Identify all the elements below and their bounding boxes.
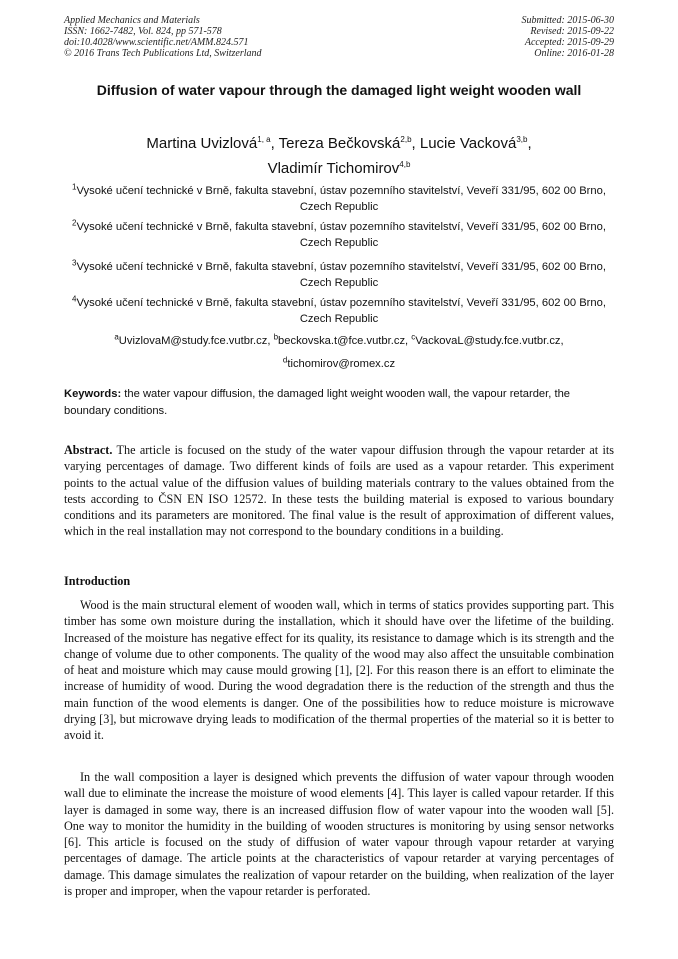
author-sup: 2,b bbox=[400, 135, 412, 144]
email-link[interactable]: beckovska.t@fce.vutbr.cz, bbox=[278, 335, 412, 347]
paper-title: Diffusion of water vapour through the damaged light weight wooden wall bbox=[96, 82, 582, 98]
email-list bbox=[64, 330, 614, 376]
author-name: Tereza Bečkovská bbox=[278, 135, 401, 152]
email-link[interactable]: tichomirov@romex.cz bbox=[287, 358, 396, 370]
email-sup: a bbox=[114, 332, 119, 342]
author-sup: 4,b bbox=[399, 160, 411, 169]
author-name: Vladimír Tichomirov bbox=[267, 160, 400, 177]
author-sep: , bbox=[527, 135, 532, 152]
affiliation bbox=[64, 259, 614, 291]
affiliation-sup: 1 bbox=[72, 182, 77, 192]
email-link[interactable]: VackovaL@study.fce.vutbr.cz, bbox=[415, 335, 564, 347]
author-sep: , bbox=[411, 135, 420, 152]
abstract bbox=[64, 442, 614, 540]
affiliation-sup: 3 bbox=[72, 258, 77, 268]
abstract-label: Abstract. bbox=[64, 443, 113, 457]
affiliation-text: Vysoké učení technické v Brně, fakulta stavební, ústav pozemního stavitelství, Veveří 331/95, 602 00 Brno, Czech Republic bbox=[76, 185, 606, 213]
revised-date: Revised: 2015-09-22 bbox=[530, 26, 614, 37]
author-sup: 1, a bbox=[257, 135, 271, 144]
body-paragraph: In the wall composition a layer is designed which prevents the diffusion of water vapour through wooden wall due to eliminate the increase the moisture of wood elements [4]. This layer is called vapour retarder. If this layer is damaged in some way, there is an increased diffusion flow of water vapour into the wooden wall [5]. One way to monitor the humidity in the building of wooden structures is monitoring by using sensor networks [6]. This article is focused on the study of diffusion of water vapour through vapour retarder at varying percentages of damage. The article points at the characteristics of vapour retarder at varying percentages of damage. This damage simulates the realization of vapour retarder on the building, when realization of the layer is proper and improper, when the vapour retarder is perforated. bbox=[64, 770, 614, 899]
affiliation bbox=[64, 295, 614, 327]
keywords-label: Keywords: bbox=[64, 388, 122, 400]
keywords bbox=[64, 386, 614, 420]
accepted-date: Accepted: 2015-09-29 bbox=[524, 37, 614, 48]
section-heading: Introduction bbox=[64, 574, 131, 588]
author-sep: , bbox=[270, 135, 279, 152]
email-sup: c bbox=[411, 332, 416, 342]
journal-info bbox=[64, 15, 262, 59]
journal-name: Applied Mechanics and Materials bbox=[64, 15, 200, 26]
doi-line: doi:10.4028/www.scientific.net/AMM.824.571 bbox=[64, 37, 249, 48]
affiliation-text: Vysoké učení technické v Brně, fakulta stavební, ústav pozemního stavitelství, Veveří 331/95, 602 00 Brno, Czech Republic bbox=[76, 221, 606, 249]
submitted-date: Submitted: 2015-06-30 bbox=[521, 15, 614, 26]
issn-line: ISSN: 1662-7482, Vol. 824, pp 571-578 bbox=[64, 26, 222, 37]
email-sup: b bbox=[273, 332, 279, 342]
affiliation bbox=[64, 183, 614, 215]
affiliation-sup: 2 bbox=[72, 218, 77, 228]
affiliation-text: Vysoké učení technické v Brně, fakulta stavební, ústav pozemního stavitelství, Veveří 331/95, 602 00 Brno, Czech Republic bbox=[76, 261, 606, 289]
online-date: Online: 2016-01-28 bbox=[534, 48, 614, 59]
author-name: Lucie Vacková bbox=[419, 135, 517, 152]
email-sup: d bbox=[282, 355, 288, 365]
author-sup: 3,b bbox=[516, 135, 528, 144]
abstract-text: The article is focused on the study of the water vapour diffusion through the vapour retarder at its varying percentages of damage. Two different kinds of foils are used as a vapour retarder. This experiment points to the actual value of the diffusion values of building materials contrary to the values obtained from the tests according to ČSN EN ISO 12572. In these tests the building material is exposed to various boundary conditions and its parameters are monitored. The final value is the result of approximation of different values, which in the real installation may not correspond to the boundary conditions in a building. bbox=[64, 443, 614, 539]
email-link[interactable]: UvizlovaM@study.fce.vutbr.cz, bbox=[118, 335, 274, 347]
affiliation bbox=[64, 219, 614, 251]
copyright-line: © 2016 Trans Tech Publications Ltd, Switzerland bbox=[64, 48, 262, 59]
author-name: Martina Uvizlová bbox=[146, 135, 258, 152]
keywords-text: the water vapour diffusion, the damaged light weight wooden wall, the vapour retarder, the boundary conditions. bbox=[64, 388, 571, 417]
body-paragraph: Wood is the main structural element of wooden wall, which in terms of statics provides supporting part. This timber has some own moisture during the installation, which it should have over the lifetime of the building. Increased of the moisture has negative effect for its quality, its resistance to damage which is its strength and the change of volume due to other components. The quality of the wood may also affect the unsuitable combination of heat and moisture which may cause mould growing [1], [2]. For this reason there is an effort to eliminate the increase of humidity of wood. During the wood degradation there is the reduction of the strength and thus the main function of the wood elements is danger. One of the possibilities how to reduce moisture is microwave drying [3], but microwave drying leads to modification of the thermal properties of the material so it is better to avoid it. bbox=[64, 598, 614, 743]
affiliation-sup: 4 bbox=[72, 294, 77, 304]
author-list bbox=[64, 131, 614, 181]
affiliation-text: Vysoké učení technické v Brně, fakulta stavební, ústav pozemního stavitelství, Veveří 331/95, 602 00 Brno, Czech Republic bbox=[76, 297, 606, 325]
publication-dates bbox=[522, 15, 615, 59]
